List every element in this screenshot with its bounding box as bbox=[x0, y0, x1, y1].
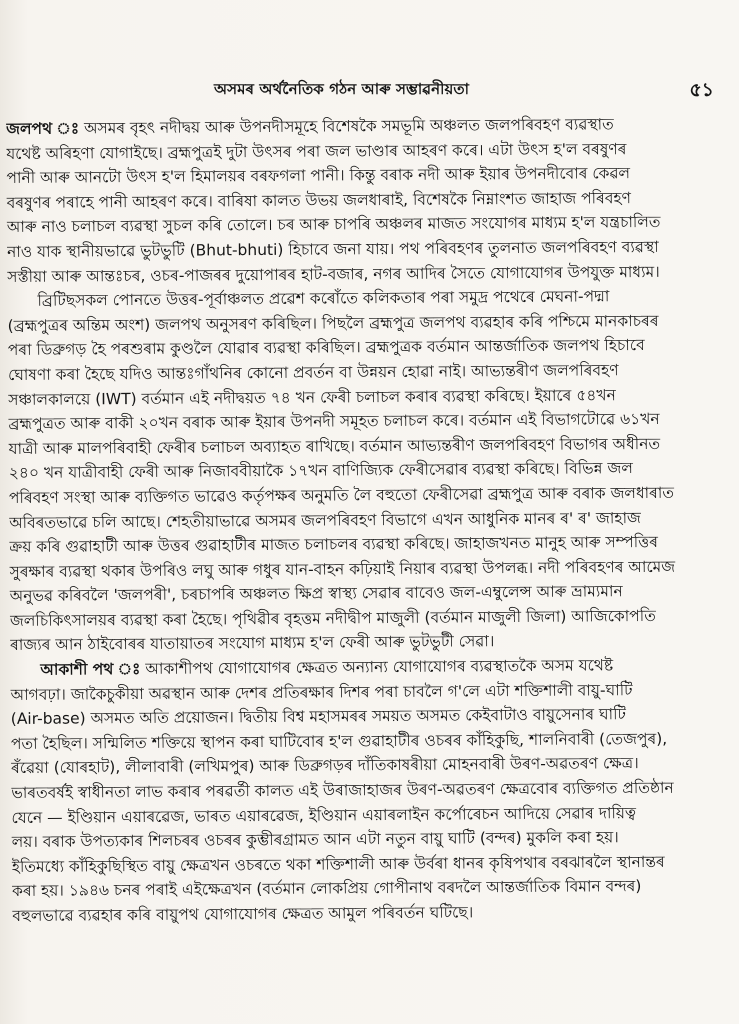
line-text: সঞ্চালকালয়ে (IWT) বৰ্তমান এই নদীদ্বয়ত ৭৪ খন ফেৰী চলাচল কৰাৰ ব্যৱস্থা কৰিছে। ইয়াৰে ৫৪খন bbox=[8, 385, 616, 409]
line-text: পতা হৈছিল। সন্মিলিত শক্তিয়ে স্থাপন কৰা ঘাটিবোৰ হ'ল গুৱাহাটীৰ ওচৰৰ কাঁহিকুছি, শালনিবাৰী (তেজপুৰ), bbox=[10, 729, 668, 753]
line-text: ৰঁৱেয়া (যোৰহাট), লীলাবাৰী (লখিমপুৰ) আৰু ডিব্ৰুগড়ৰ দাঁতিকাষৰীয়া মোহনবাৰী উৰণ-অৱতৰণ ক্ষেত্ৰ। bbox=[11, 754, 639, 778]
line-text: জলচিকিৎসালয়ৰ ব্যৱস্থা কৰা হৈছে। পৃথিৱীৰ বৃহত্তম নদীদ্বীপ মাজুলী (বৰ্তমান মাজুলী জিলা) আজিকোপতি bbox=[9, 606, 656, 630]
chapter-title: অসমৰ অৰ্থনৈতিক গঠন আৰু সম্ভাৱনীয়তা bbox=[214, 80, 470, 98]
line-text: ব্ৰিটিছসকল পোনতে উত্তৰ-পূৰ্বাঞ্চলত প্ৰৱেশ কৰোঁতে কলিকতাৰ পৰা সমুদ্ৰ পথেৰে মেঘনা-পদ্মা bbox=[37, 287, 610, 310]
line-text: লয়। বৰাক উপত্যকাৰ শিলচৰৰ ওচৰৰ কুম্ভীৰগ্ৰামত আন এটা নতুন বায়ু ঘাটি (বন্দৰ) মুকলি কৰা হয়। bbox=[11, 828, 619, 852]
page-header bbox=[214, 76, 714, 104]
line-text: ক্ৰয় কৰি গুৱাহাটী আৰু উত্তৰ গুৱাহাটীৰ মাজত চলাচলৰ ব্যৱস্থা কৰিছে। জাহাজখনত মানুহ আৰু সম্পত্তিৰ bbox=[9, 532, 658, 557]
line-text: অসমৰ বৃহৎ নদীদ্বয় আৰু উপনদীসমূহে বিশেষকৈ সমভূমি অঞ্চলত জলপৰিবহণ ব্যৱস্থাত bbox=[79, 115, 614, 138]
line-text: পৰা ডিব্ৰুগড় হৈ পৰশুৰাম কুণ্ডলৈ যোৱাৰ ব্যৱস্থা কৰিছিল। ব্ৰহ্মপুত্ৰক বৰ্তমান আন্তৰ্জাতিক জলপথ হিচাবে bbox=[7, 336, 645, 360]
line-text: পানী আৰু আনটো উৎস হ'ল হিমালয়ৰ বৰফগলা পানী। কিন্তু বৰাক নদী আৰু ইয়াৰ উপনদীবোৰ কেৱল bbox=[6, 164, 631, 188]
text-line bbox=[12, 898, 735, 928]
line-text: (Air-base) অসমত অতি প্ৰয়োজন। দ্বিতীয় বিশ্ব মহাসমৰৰ সময়ত অসমত কেইবাটাও বায়ুসেনাৰ ঘাটি bbox=[10, 705, 627, 729]
section-heading: আকাশী পথ ঃ bbox=[40, 660, 141, 679]
page-number: ৫১ bbox=[689, 79, 714, 101]
line-text: ভাৰতবৰ্ষই স্বাধীনতা লাভ কৰাৰ পৰৱৰ্তী কালত এই উৰাজাহাজৰ উৰণ-অৱতৰণ ক্ষেত্ৰবোৰ ব্যক্তিগত প্ৰতিষ্ঠান bbox=[11, 778, 674, 803]
line-text: সুৰক্ষাৰ ব্যৱস্থা থকাৰ উপৰিও লঘু আৰু গধুৰ যান-বাহন কঢ়িয়াই নিয়াৰ ব্যৱস্থা উপলব্ধ। নদী পৰিবহণৰ আমেজ bbox=[9, 557, 676, 581]
section-heading: জলপথ ঃ bbox=[6, 119, 80, 138]
line-text: যাত্ৰী আৰু মালপৰিবাহী ফেৰীৰ চলাচল অব্যাহত ৰাখিছে। বৰ্তমান আভ্যন্তৰীণ জলপৰিবহণ বিভাগৰ অধীনত bbox=[8, 434, 661, 458]
line-text: বৰষুণৰ পৰাহে পানী আহৰণ কৰে। বাৰিষা কালত উভয় জলধাৰাই, বিশেষকৈ নিম্নাংশত জাহাজ পৰিবহণ bbox=[6, 188, 632, 212]
line-text: আকাশীপথ যোগাযোগৰ ক্ষেত্ৰত অন্যান্য যোগাযোগৰ ব্যৱস্থাতকৈ অসম যথেষ্ট bbox=[140, 656, 614, 679]
line-text: আগবঢ়া। জাকৈচুকীয়া অৱস্থান আৰু দেশৰ প্ৰতিৰক্ষাৰ দিশৰ পৰা চাবলৈ গ'লে এটা শক্তিশালী বায়ু-ঘাটি bbox=[10, 680, 633, 704]
line-text: অবিৰতভাৱে চলি আছে। শেহতীয়াভাৱে অসমৰ জলপৰিবহণ বিভাগে এখন আধুনিক মানৰ ৰ' ৰ' জাহাজ bbox=[9, 508, 641, 532]
line-text: যথেষ্ট অৰিহণা যোগাইছে। ব্ৰহ্মপুত্ৰই দুটা উৎসৰ পৰা জল ভাণ্ডাৰ আহৰণ কৰে। এটা উৎস হ'ল বৰষুণৰ bbox=[6, 139, 627, 163]
line-text: ৰাজ্যৰ আন ঠাইবোৰৰ যাতায়াতৰ সংযোগ মাধ্যম হ'ল ফেৰী আৰু ভুটভুটী সেৱা। bbox=[10, 632, 495, 655]
line-text: পৰিবহণ সংস্থা আৰু ব্যক্তিগত ভাৱেও কৰ্তৃপক্ষৰ অনুমতি লৈ বহুতো ফেৰীসেৱা ব্ৰহ্মপুত্ৰ আৰু বৰাক জলধাৰাত bbox=[8, 483, 675, 507]
line-text: ব্ৰহ্মপুত্ৰত আৰু বাকী ২০খন বৰাক আৰু ইয়াৰ উপনদী সমূহত চলাচল কৰে। বৰ্তমান এই বিভাগটোৱে ৬১খন bbox=[8, 410, 660, 434]
line-text: বহুলভাৱে ব্যৱহাৰ কৰি বায়ুপথ যোগাযোগৰ ক্ষেত্ৰত আমুল পৰিবৰ্তন ঘটিছে। bbox=[12, 903, 474, 925]
line-text: যেনে — ইণ্ডিয়ান এয়াৰৱেজ, ভাৰত এয়াৰৱেজ, ইণ্ডিয়ান এয়াৰলাইন কৰ্পোৰেচন আদিয়ে সেৱাৰ দায়িত্ব bbox=[11, 803, 637, 827]
line-text: আৰু নাও চলাচল ব্যৱস্থা সুচল কৰি তোলে। চৰ আৰু চাপৰি অঞ্চলৰ মাজত সংযোগৰ মাধ্যম হ'ল যন্ত্ৰচালিত bbox=[6, 213, 661, 237]
line-text: সস্তীয়া আৰু আন্তঃচৰ, ওচৰ-পাজৰৰ দুয়োপাৰৰ হাট-বজাৰ, নগৰ আদিৰ সৈতে যোগাযোগৰ উপযুক্ত মাধ্যম। bbox=[7, 262, 660, 286]
line-text: অনুভৱ কৰিবলৈ 'জলপৰী', চৰচাপৰি অঞ্চলত ক্ষিপ্ৰ স্বাস্থ্য সেৱাৰ বাবেও জল-এম্বুলেন্স আৰু ভ্ৰাম্যমান bbox=[9, 582, 623, 606]
body-text bbox=[6, 111, 735, 928]
line-text: ইতিমধ্যে কাঁহিকুছিস্থিত বায়ু ক্ষেত্ৰখন ওচৰতে থকা শক্তিশালী আৰু উৰ্বৰা ধানৰ কৃষিপথাৰ বৰঝাৰলৈ স্থানান্তৰ bbox=[11, 852, 665, 876]
line-text: নাও যাক স্থানীয়ভাৱে ভুটভুটি (Bhut-bhuti) হিচাবে জনা যায়। পথ পৰিবহণৰ তুলনাত জলপৰিবহণ ব্যৱস্থা bbox=[6, 237, 659, 261]
line-text: কৰা হয়। ১৯৪৬ চনৰ পৰাই এইক্ষেত্ৰখন (বৰ্তমান লোকপ্ৰিয় গোপীনাথ বৰদলৈ আন্তৰ্জাতিক বিমান বন্দৰ) bbox=[12, 877, 642, 901]
line-text: (ব্ৰহ্মপুত্ৰৰ অন্তিম অংশ) জলপথ অনুসৰণ কৰিছিল। পিছলৈ ব্ৰহ্মপুত্ৰ জলপথ ব্যৱহাৰ কৰি পশ্চিমে মানকাচৰৰ bbox=[7, 311, 659, 335]
line-text: ঘোষণা কৰা হৈছে যদিও আন্তঃগাঁথনিৰ কোনো প্ৰবৰ্তন বা উন্নয়ন হোৱা নাই। আভ্যন্তৰীণ জলপৰিবহণ bbox=[7, 361, 619, 384]
line-text: ২৪০ খন যাত্ৰীবাহী ফেৰী আৰু নিজাববীয়াকৈ ১৭খন বাণিজ্যিক ফেৰীসেৱাৰ ব্যৱস্থা কৰিছে। বিভিন্ন জল bbox=[8, 459, 633, 483]
